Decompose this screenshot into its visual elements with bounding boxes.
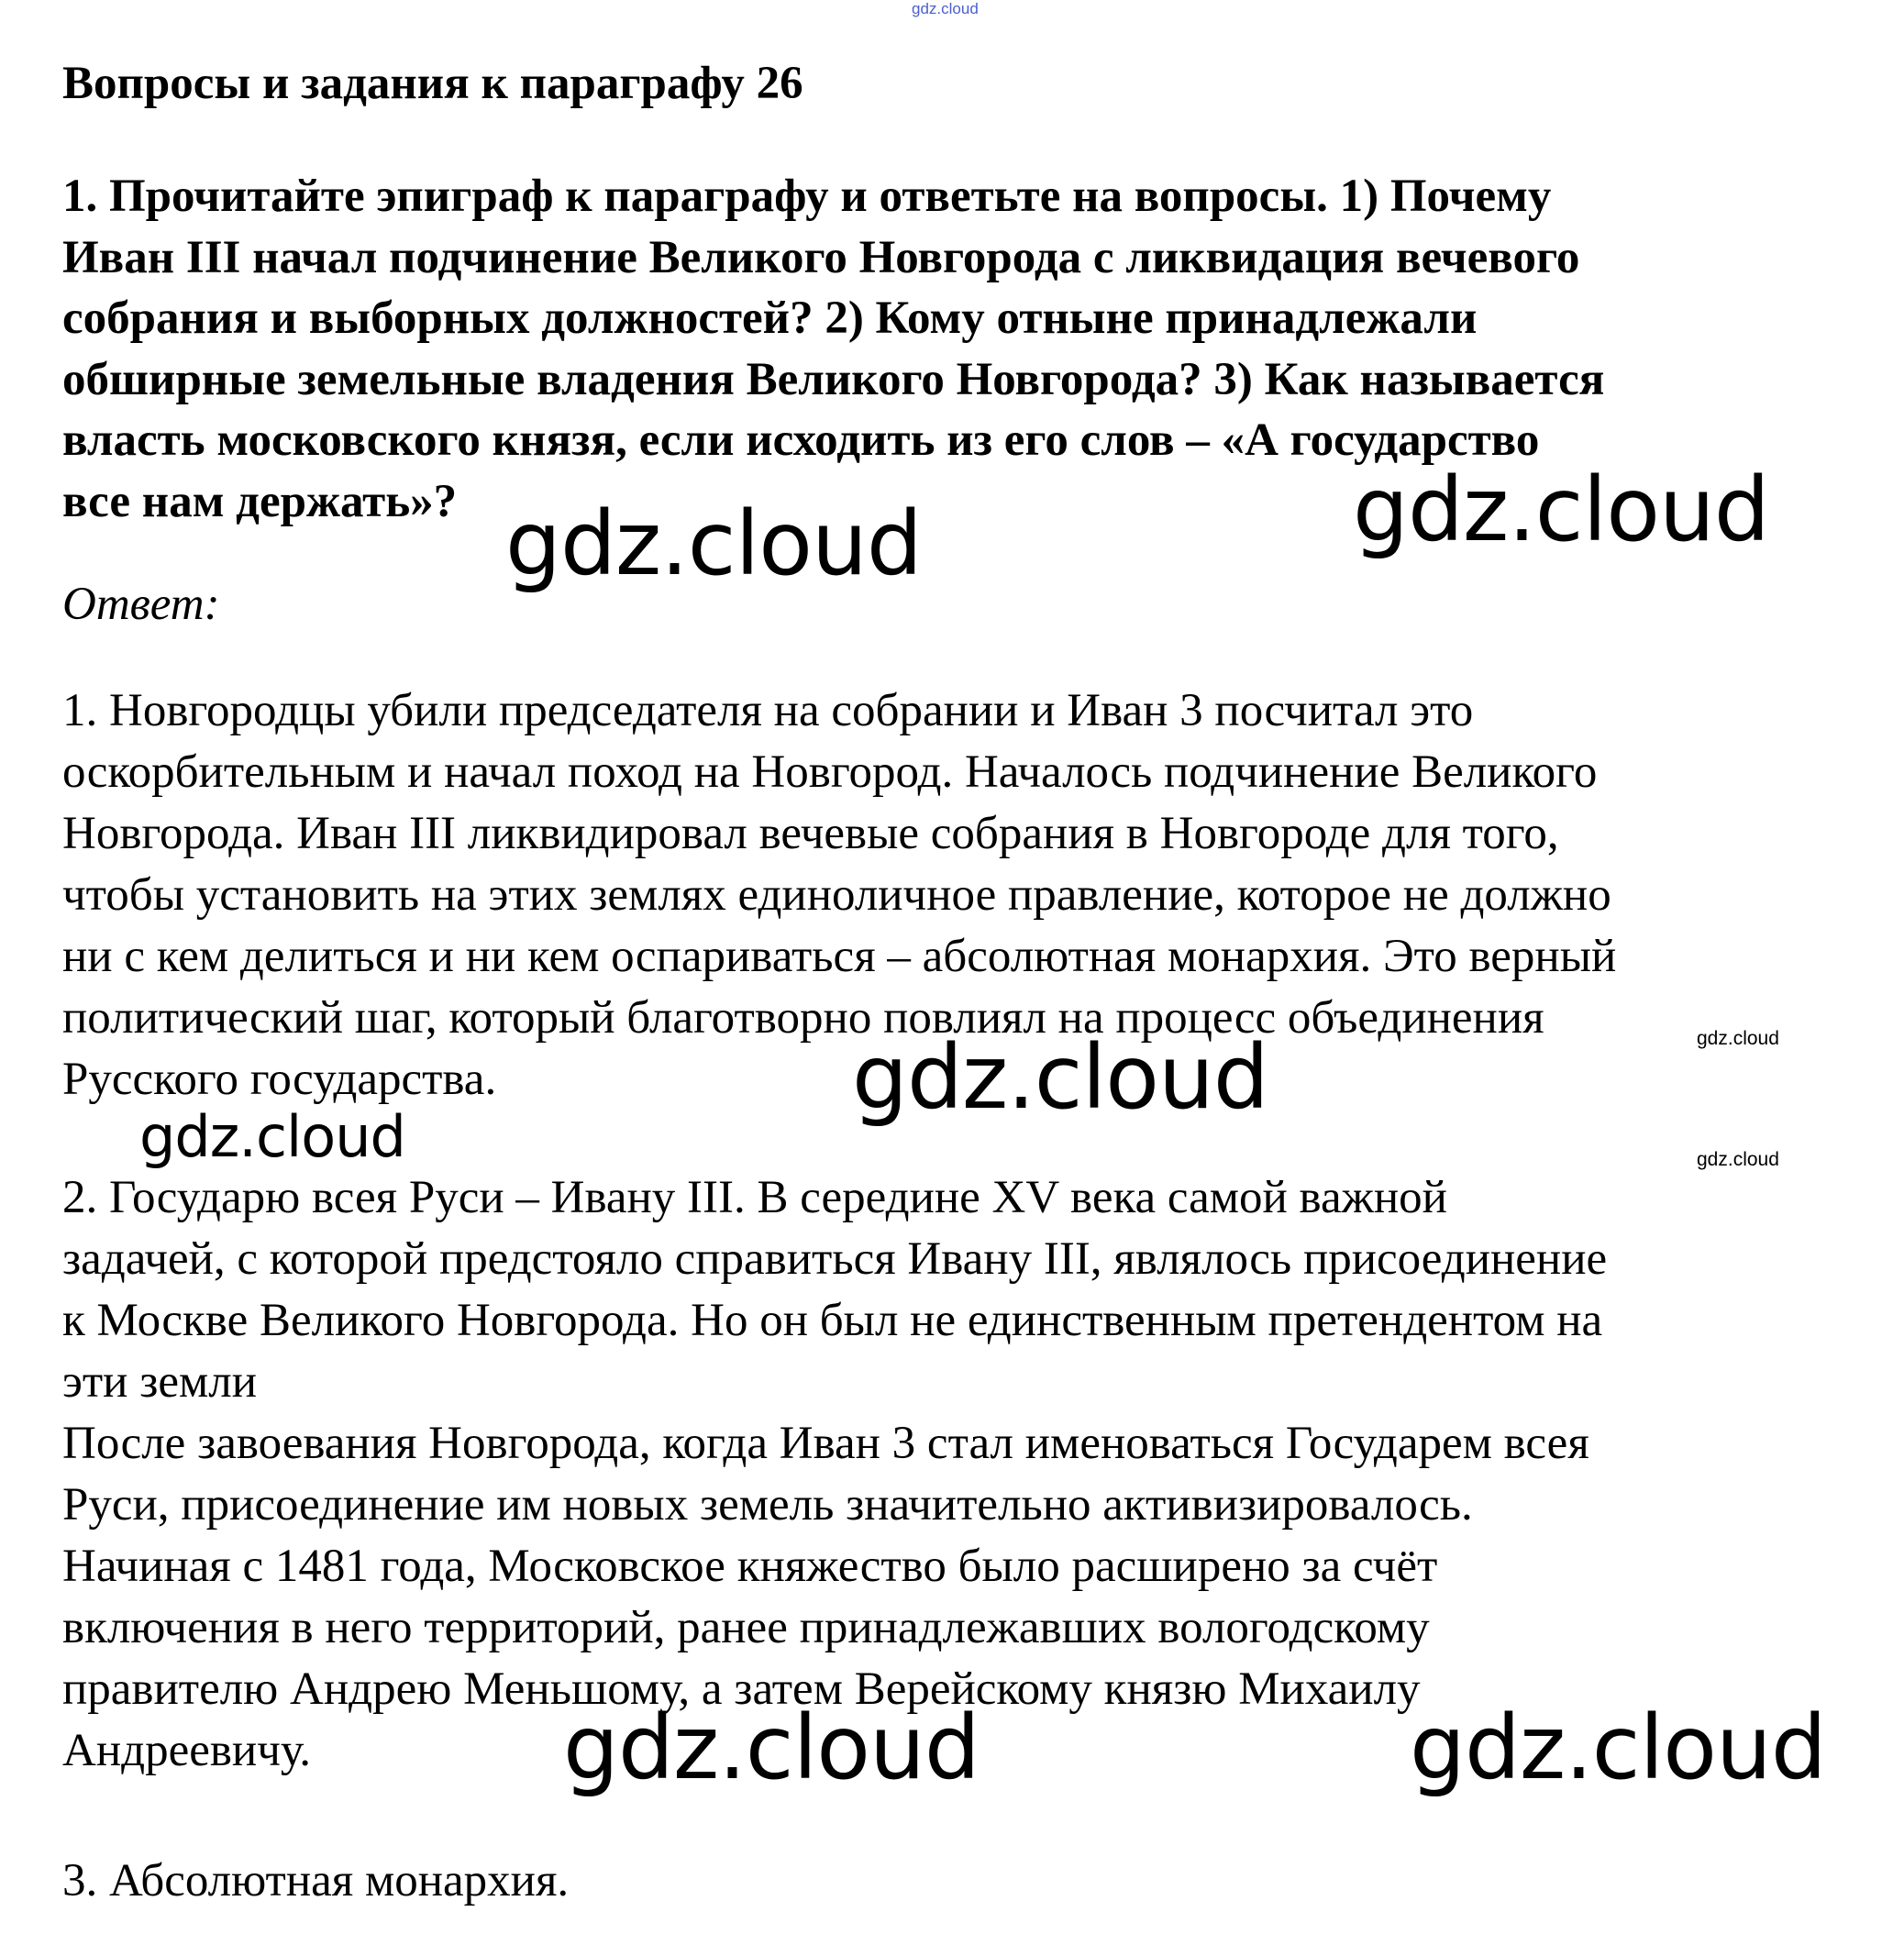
watermark: gdz.cloud — [852, 1026, 1268, 1129]
answer-line: чтобы установить на этих землях единоличное правление, которое не должно — [62, 869, 1611, 921]
answer-line: 3. Абсолютная монархия. — [62, 1855, 570, 1906]
question-line: власть московского князя, если исходить из его слов – «А государство — [62, 414, 1540, 466]
answer-line: Руси, присоединение им новых земель значительно активизировалось. — [62, 1479, 1473, 1531]
watermark: gdz.cloud — [1697, 1149, 1779, 1170]
answer-paragraph-3 — [62, 1851, 1860, 1912]
question-line: собрания и выборных должностей? 2) Кому отныне принадлежали — [62, 293, 1478, 344]
watermark: gdz.cloud — [1353, 459, 1769, 561]
answer-line: Русского государства. — [62, 1054, 497, 1105]
answer-line: оскорбительным и начал поход на Новгород. Началось подчинение Великого — [62, 746, 1598, 798]
watermark: gdz.cloud — [139, 1103, 405, 1170]
answer-line: После завоевания Новгорода, когда Иван 3 стал именоваться Государем всея — [62, 1418, 1589, 1469]
page-title: Вопросы и задания к параграфу 26 — [62, 58, 803, 109]
answer-line: Начиная с 1481 года, Московское княжество было расширено за счёт — [62, 1541, 1438, 1592]
answer-line: Новгорода. Иван III ликвидировал вечевые собрания в Новгороде для того, — [62, 808, 1559, 859]
answer-line: Андреевичу. — [62, 1725, 312, 1776]
watermark: gdz.cloud — [563, 1696, 980, 1799]
answer-line: 2. Государю всея Руси – Ивану III. В середине XV века самой важной — [62, 1172, 1447, 1223]
answer-line: задачей, с которой предстояло справиться Ивану III, являлось присоединение — [62, 1233, 1608, 1285]
site-watermark-top: gdz.cloud — [912, 0, 979, 17]
answer-line: правителю Андрею Меньшому, а затем Верейскому князю Михаилу — [62, 1663, 1421, 1715]
answer-label: Ответ: — [62, 579, 220, 630]
question-line: все нам держать»? — [62, 475, 458, 527]
watermark: gdz.cloud — [505, 492, 922, 595]
question-line: 1. Прочитайте эпиграф к параграфу и ответьте на вопросы. 1) Почему — [62, 171, 1552, 222]
answer-line: политический шаг, который благотворно повлиял на процесс объединения — [62, 992, 1544, 1044]
answer-line: 1. Новгородцы убили председателя на собрании и Иван 3 посчитал это — [62, 685, 1474, 736]
answer-line: эти земли — [62, 1356, 258, 1408]
answer-line: к Москве Великого Новгорода. Но он был не единственным претендентом на — [62, 1295, 1603, 1346]
answer-line: включения в него территорий, ранее принадлежавших вологодскому — [62, 1602, 1430, 1653]
watermark: gdz.cloud — [1697, 1028, 1779, 1049]
answer-line: ни с кем делиться и ни кем оспариваться – абсолютная монархия. Это верный — [62, 931, 1617, 982]
question-line: Иван III начал подчинение Великого Новгорода с ликвидация вечевого — [62, 231, 1580, 283]
watermark: gdz.cloud — [1410, 1696, 1826, 1799]
question-line: обширные земельные владения Великого Новгорода? 3) Как называется — [62, 353, 1605, 405]
answer-paragraph-2 — [62, 1167, 1860, 1782]
